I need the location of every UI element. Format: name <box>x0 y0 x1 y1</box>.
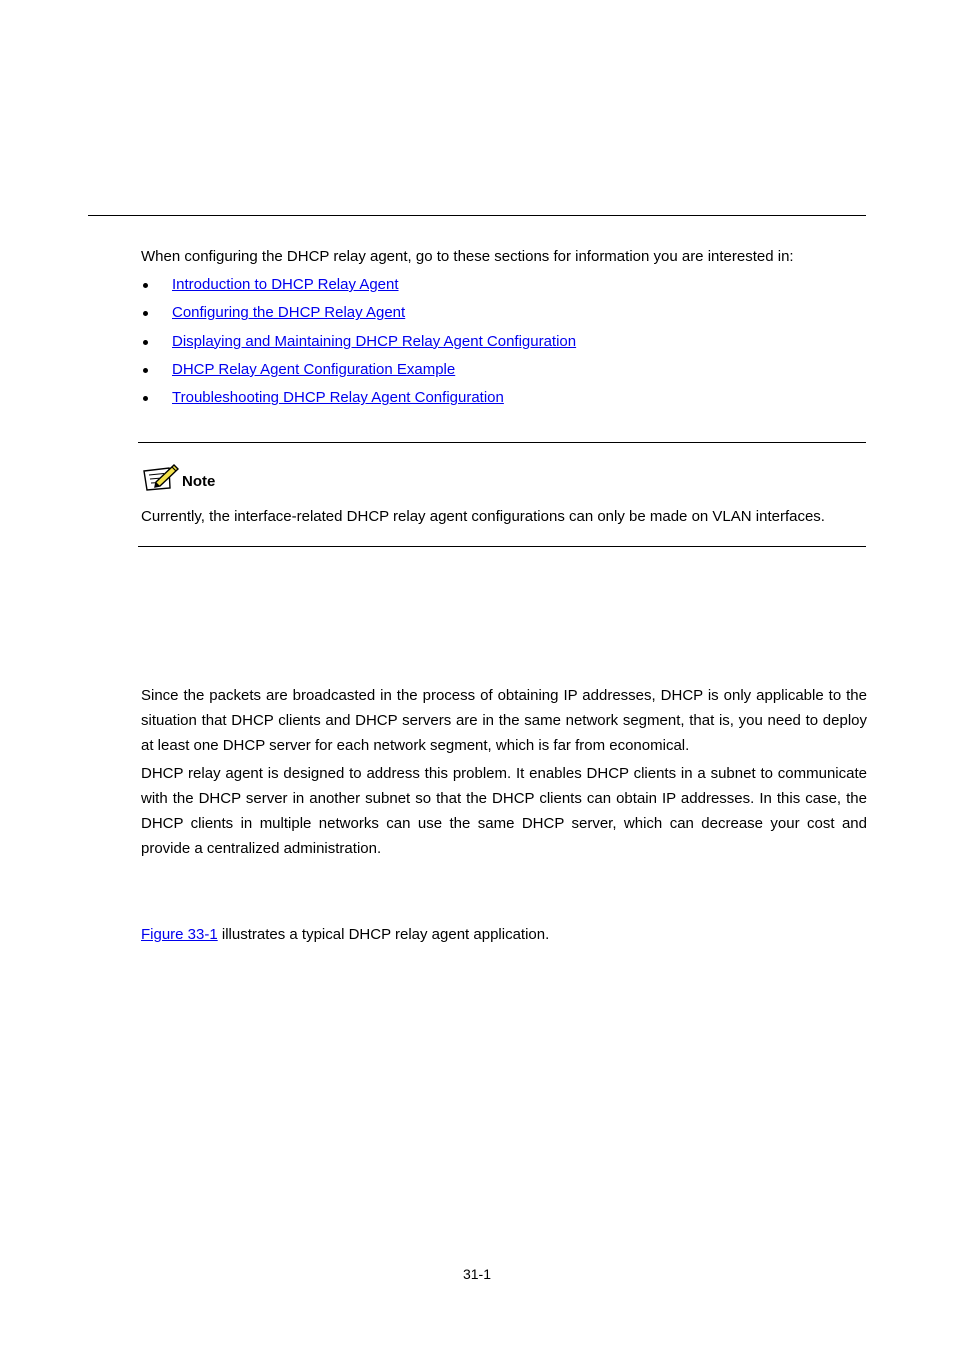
bullet-icon <box>143 311 148 316</box>
toc-link-example[interactable]: DHCP Relay Agent Configuration Example <box>172 360 456 378</box>
body-paragraph-2: DHCP relay agent is designed to address this problem. It enables DHCP clients in a subnet to communicate with the DHCP server in another subnet so that the DHCP clients can obtain IP addresses. In this case, the DHCP clients in multiple networks can use the same DHCP server, which can decrease your cost and provide a centralized administration. <box>141 765 867 857</box>
note-pencil-icon <box>141 461 181 491</box>
note-label: Note <box>182 473 216 490</box>
toc-link-introduction[interactable]: Introduction to DHCP Relay Agent <box>172 276 399 293</box>
toc-item <box>141 299 576 327</box>
toc-item <box>141 384 576 412</box>
note-top-rule <box>138 442 866 443</box>
toc-item <box>141 271 576 299</box>
note-text: Currently, the interface-related DHCP relay agent configurations can only be made on VLAN interfaces. <box>141 508 825 525</box>
toc-link-configuring[interactable]: Configuring the DHCP Relay Agent <box>172 304 406 322</box>
bullet-icon <box>143 283 148 288</box>
page-number: 31-1 <box>462 1266 492 1282</box>
intro-text: When configuring the DHCP relay agent, go to these sections for information you are interested in: <box>141 248 794 265</box>
top-rule <box>88 215 866 216</box>
bullet-icon <box>143 396 148 401</box>
bullet-icon <box>143 340 148 345</box>
toc-item <box>141 356 576 384</box>
figure-reference-line <box>141 922 549 947</box>
body-paragraph-1: Since the packets are broadcasted in the process of obtaining IP addresses, DHCP is only applicable to the situation that DHCP clients and DHCP servers are in the same network segment, that is, you need to deploy at least one DHCP server for each network segment, which is far from economical. <box>141 687 867 754</box>
toc-item <box>141 328 576 356</box>
note-bottom-rule <box>138 546 866 547</box>
toc-list <box>141 271 576 412</box>
toc-link-displaying[interactable]: Displaying and Maintaining DHCP Relay Agent Configuration <box>172 332 577 350</box>
bullet-icon <box>143 368 148 373</box>
figure-link[interactable]: Figure 33-1 <box>141 926 218 943</box>
figure-reference-text: illustrates a typical DHCP relay agent application. <box>217 926 550 943</box>
toc-link-troubleshooting[interactable]: Troubleshooting DHCP Relay Agent Configuration <box>172 389 504 407</box>
